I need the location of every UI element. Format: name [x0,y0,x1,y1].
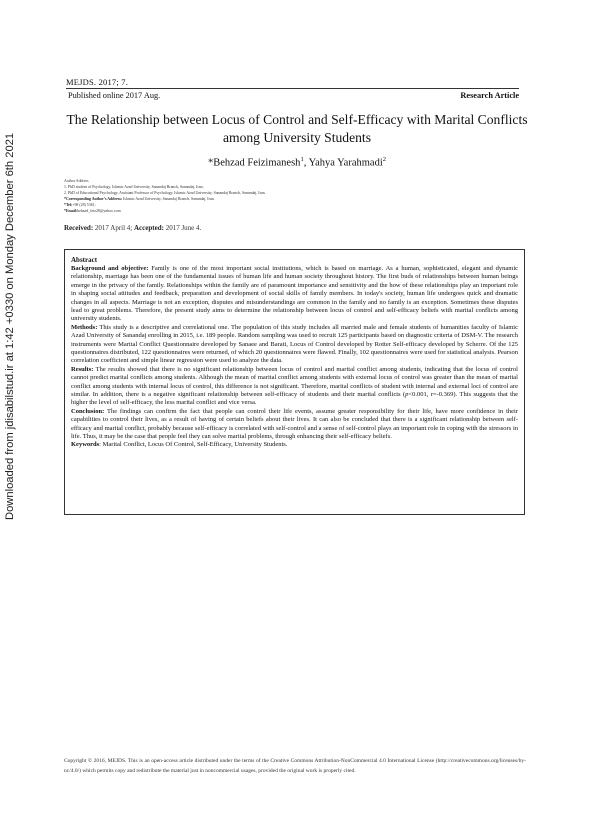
publication-date: Published online 2017 Aug. [68,91,161,100]
corresponding-value: Islamic Azad University, Sanandaj Branch, Sanandaj, Iran. [123,196,215,201]
affiliation-line: 1. PhD student of Psychology, Islamic Azad University, Sanandaj Branch, Sanandaj, Iran; [64,184,204,189]
journal-citation: MEJDS. 2017; 7. [66,77,129,87]
conclusion-label: Conclusion: [71,407,105,415]
accepted-label: Accepted: [134,224,164,232]
author-name: *Behzad Feizimanesh [208,157,301,169]
methods-text: This study is a descriptive and correlational one. The population of this study includes all married male and female students of humanities faculty of Islamic Azad University of Sanandaj enrolling in 2015, i.e. 189 people. Random sampling was used to recruit 125 participants based on diagnostic criteria of DSM-V. The research instruments were Marital Conflict Questionnaire developed by Sanaee and Barati, Locus of Control developed by Rotter Self-efficacy developed by Scherre. Of the 125 questionnaires distributed, 122 questionnaires were returned, of which 20 questionnaires were flawed. Finally, 102 questionnaires were used for statistical analysis. Pearson correlation coefficient and simple linear regression were used to analyze the data. [71,323,518,365]
tel-label: *Tel: [64,202,73,207]
background-label: Background and objective: [71,264,149,272]
received-label: Received: [64,224,94,232]
abstract-conclusion [71,408,518,442]
affiliation-line: 2. PhD of Educational Psychology, Assistant Professor of Psychology, Islamic Azad University, Sanandaj Branch, Sanandaj, Iran. [64,190,266,195]
header-divider [66,88,519,89]
abstract-box [64,249,525,515]
results-text-end: <0.001, r=-0.369). This suggests that the higher the level of self-efficacy, the less marital conflict and vice versa. [71,391,519,407]
article-dates [64,224,201,232]
paper-title: The Relationship between Locus of Control and Self-Efficacy with Marital Conflicts among University Students [66,112,528,145]
copyright-footer: Copyright © 2016, MEJDS. This is an open-access article distributed under the terms of the Creative Commons Attribution-NonCommercial 4.0 International License (http://creativecommons.org/licenses/by-nc/4.0/) which permits copy and redistribute the material just in noncommercial usages, provided the original work is properly cited. [64,758,526,774]
author-name: Yahya Yarahmadi [308,157,383,169]
affiliations-heading: Author Address [64,179,89,183]
received-date: 2017 April 4; [94,224,133,232]
author-affiliation-mark: 1 [300,156,304,163]
email [64,209,364,215]
abstract-background [71,265,518,324]
author-affiliations [64,179,364,214]
article-type: Research Article [460,91,519,100]
download-watermark: Downloaded from jdisabilstud.ir at 1:42 +0330 on Monday December 6th 2021 [4,132,16,520]
results-label: Results: [71,365,94,373]
email-label: *Email: [64,208,78,213]
abstract-heading: Abstract [71,256,98,264]
author-separator: , [303,157,309,169]
results-text: The results showed that there is no significant relationship between locus of control and marital conflict among students, indicating that the locus of control cannot predict marital conflicts among students. Although the mean of marital conflict among students with external locus of control was greater than the mean of marital conflict among students with internal locus of control, this difference is not significant. Therefore, marital conflicts of student with internal and external loci of control are similar. In addition, there is a negative significant relationship between self-efficacy of students and their marital conflicts ( [71,365,518,398]
abstract-results [71,366,518,408]
results-p-symbol: p [405,391,409,398]
keywords-label: Keywords [71,441,100,449]
abstract-methods [71,324,518,366]
corresponding-label: *Corresponding Author’s Address: [64,196,123,201]
methods-label: Methods: [71,323,98,331]
abstract-keywords [71,441,518,449]
email-value[interactable]: behzad_feiz28@yahoo.com [77,208,121,213]
author-affiliation-mark: 2 [382,156,386,163]
tel-value: +98 (28) 5361; [72,202,96,207]
accepted-date: 2017 June 4. [165,224,202,232]
conclusion-text: The findings can confirm the fact that people can control their life events, assume greater responsibility for their life, have more confidence in their capabilities to control their lives, as a result of having of certain beliefs about their lives. It can also be concluded that there is a significant relationship between self-efficacy and marital conflict, probably because self-efficacy is correlated with self-control and a sense of self-control plays an important role in coping with the stressors in life. Thus, it may be the case that people feel they can solve marital problems, through enhancing their self-efficacy beliefs. [71,407,518,441]
keywords-text: : Marital Conflict, Locus Of Control, Self-Efficacy, University Students. [99,441,288,449]
background-text: Family is one of the most important social institutions, which is based on marriage. As a human, sophisticated, elegant and dynamic relationship, marriage has been one of the fundamental issues of human life and human society throughout history. The first buds of relationships between human beings emerge in the privacy of the family. Relationships within the family are of paramount importance and sensitivity and the how of these relationships play an important role in shaping social attitudes and feedback, preparation and development of social skills of family members. In today's society, human life undergoes quick and dramatic changes in all aspects. Marriage is not an exception, disputes and misunderstandings are common in the family and no family is an exception. Sometimes these disputes lead to great problems. Therefore, the present study aims to determine the relationship between locus of control and self-efficacy beliefs with marital conflicts among university students. [71,264,519,323]
author-list [62,156,532,169]
